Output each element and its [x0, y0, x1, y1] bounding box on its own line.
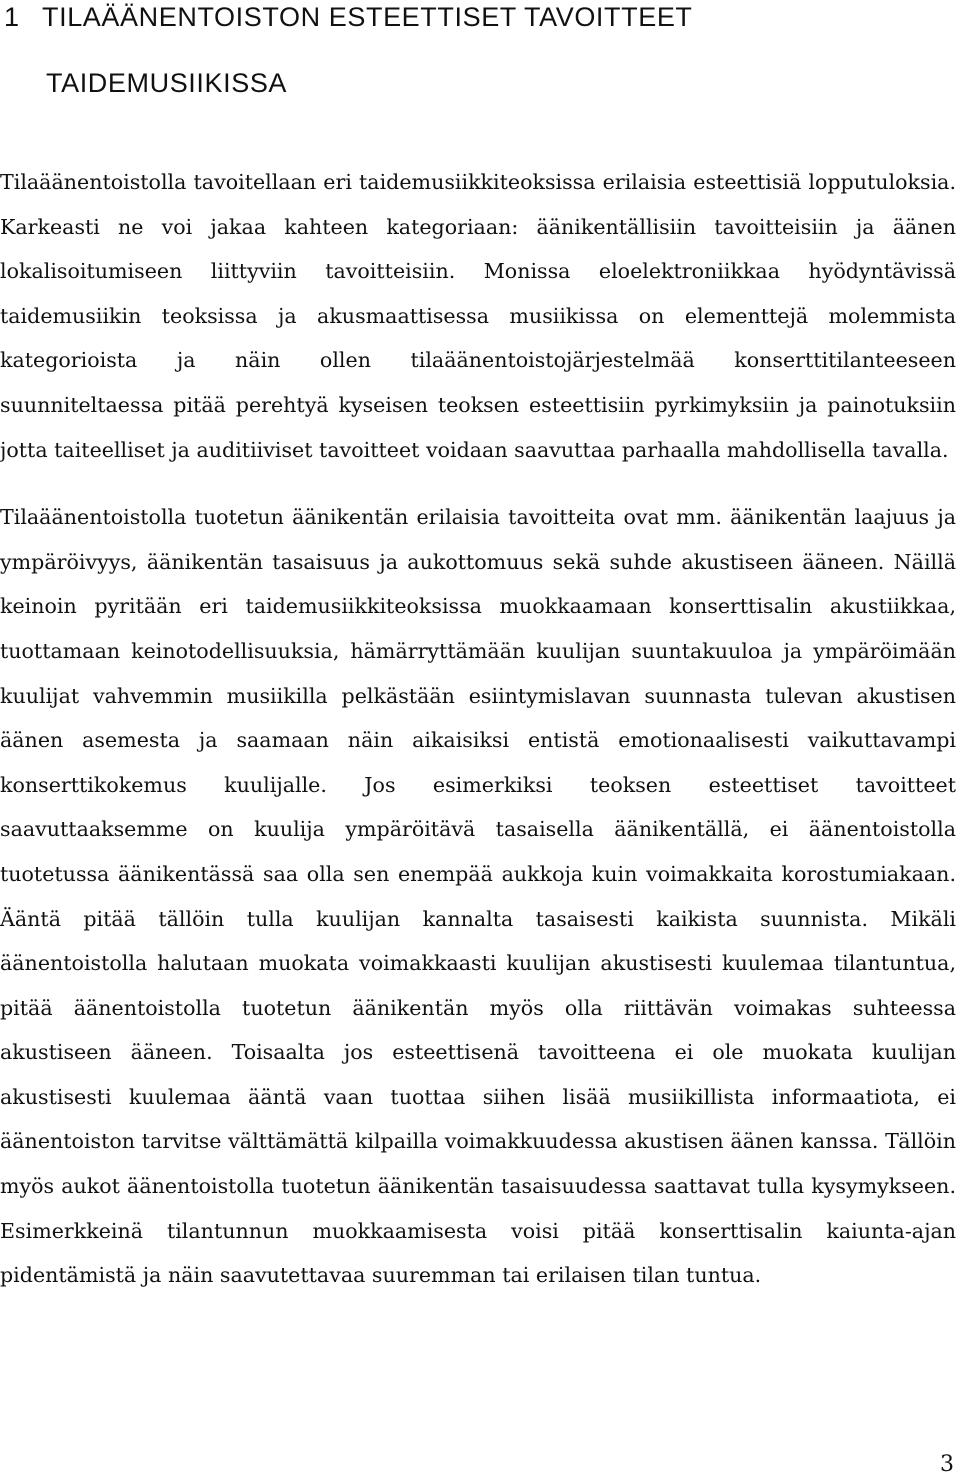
chapter-title-part-2: TAIDEMUSIIKISSA — [46, 68, 288, 98]
chapter-number: 1 — [4, 2, 20, 32]
body-text — [0, 160, 956, 1298]
page-number: 3 — [940, 1452, 954, 1477]
chapter-heading-line-1 — [4, 2, 693, 33]
chapter-heading-line-2 — [46, 68, 287, 99]
paragraph-1: Tilaäänentoistolla tavoitellaan eri taidemusiikkiteoksissa erilaisia esteettisiä lopputuloksia. Karkeasti ne voi jakaa kahteen kategoriaan: äänikentällisiin tavoitteisiin ja äänen lokalisoitumiseen liittyviin tavoitteisiin. Monissa eloelektroniikkaa hyödyntävissä taidemusiikin teoksissa ja akusmaattisessa musiikissa on elementtejä molemmista kategorioista ja näin ollen tilaäänentoistojärjestelmää konserttitilanteeseen suunniteltaessa pitää perehtyä kyseisen teoksen esteettisiin pyrkimyksiin ja painotuksiin jotta taiteelliset ja auditiiviset tavoitteet voidaan saavuttaa parhaalla mahdollisella tavalla. — [0, 170, 956, 462]
chapter-title-part-1: TILAÄÄNENTOISTON ESTEETTISET TAVOITTEET — [42, 2, 693, 32]
paragraph-2: Tilaäänentoistolla tuotetun äänikentän erilaisia tavoitteita ovat mm. äänikentän laajuus ja ympäröivyys, äänikentän tasaisuus ja aukottomuus sekä suhde akustiseen ääneen. Näillä keinoin pyritään eri taidemusiikkiteoksissa muokkaamaan konserttisalin akustiikkaa, tuottamaan keinotodellisuuksia, hämärryttämään kuulijan suuntakuuloa ja ympäröimään kuulijat vahvemmin musiikilla pelkästään esiintymislavan suunnasta tulevan akustisen äänen asemesta ja saamaan näin aikaisiksi entistä emotionaalisesti vaikuttavampi konserttikokemus kuulijalle. Jos esimerkiksi teoksen esteettiset tavoitteet saavuttaaksemme on kuulija ympäröitävä tasaisella äänikentällä, ei äänentoistolla tuotetussa äänikentässä saa olla sen enempää aukkoja kuin voimakkaita korostumiakaan. Ääntä pitää tällöin tulla kuulijan kannalta tasaisesti kaikista suunnista. Mikäli äänentoistolla halutaan muokata voimakkaasti kuulijan akustisesti kuulemaa tilantuntua, pitää äänentoistolla tuotetun äänikentän myös olla riittävän voimakas suhteessa akustiseen ääneen. Toisaalta jos esteettisenä tavoitteena ei ole muokata kuulijan akustisesti kuulemaa ääntä vaan tuottaa siihen lisää musiikillista informaatiota, ei äänentoiston tarvitse välttämättä kilpailla voimakkuudessa akustisen äänen kanssa. Tällöin myös aukot äänentoistolla tuotetun äänikentän tasaisuudessa saattavat tulla kysymykseen. Esimerkkeinä tilantunnun muokkaamisesta voisi pitää konserttisalin kaiunta-ajan pidentämistä ja näin saavutettavaa suuremman tai erilaisen tilan tuntua. — [0, 505, 956, 1288]
